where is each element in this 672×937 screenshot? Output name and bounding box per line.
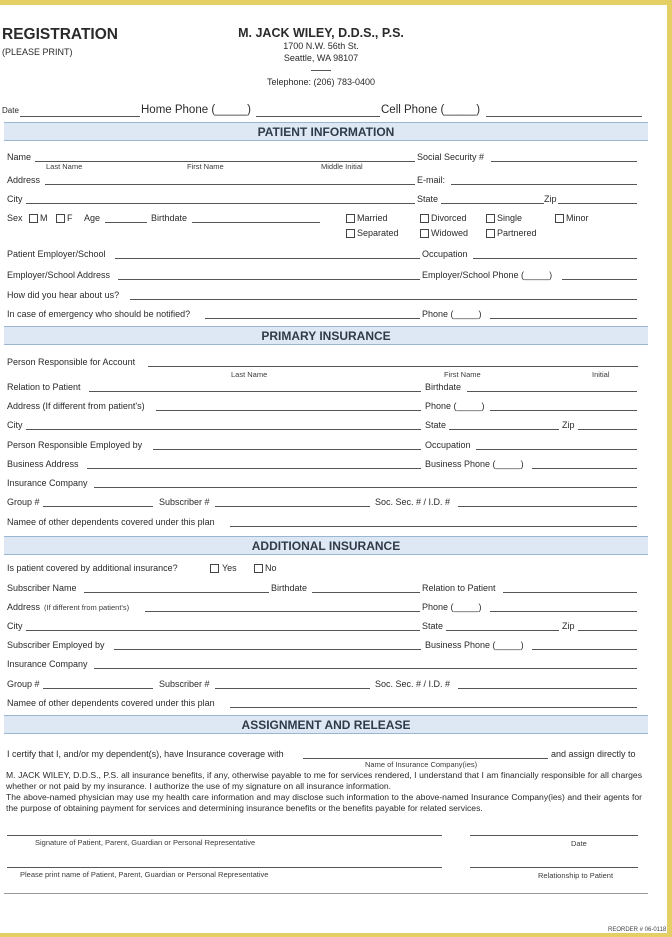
dependents-field[interactable] [230, 526, 637, 527]
primary-phone-label: Phone (_____) [425, 401, 485, 411]
relation-field[interactable] [89, 391, 421, 392]
covered-yes-checkbox[interactable] [210, 564, 219, 573]
page-edge-right [667, 0, 672, 937]
additional-business-phone-label: Business Phone (_____) [425, 640, 524, 650]
widowed-checkbox[interactable] [420, 229, 429, 238]
zip-field[interactable] [558, 203, 637, 204]
reorder-number: REORDER # 06-0118 [608, 927, 667, 933]
doctor-address-line2: Seattle, WA 98107 [283, 53, 359, 63]
additional-group-field[interactable] [43, 688, 153, 689]
email-field[interactable] [451, 184, 637, 185]
group-label: Group # [7, 497, 40, 507]
page-edge-bottom [0, 933, 672, 937]
assignment-paragraph [6, 770, 642, 814]
additional-group-label: Group # [7, 679, 40, 689]
address-label: Address [7, 175, 41, 185]
covered-label: Is patient covered by additional insurance? [7, 563, 178, 573]
single-checkbox[interactable] [486, 214, 495, 223]
insurance-company-label: Insurance Company [7, 478, 88, 488]
middle-initial-caption: Middle Initial [321, 162, 363, 171]
state-field[interactable] [441, 203, 544, 204]
partnered-label: Partnered [497, 228, 537, 238]
divorced-checkbox[interactable] [420, 214, 429, 223]
additional-company-field[interactable] [94, 668, 637, 669]
responsible-field[interactable] [148, 366, 638, 367]
additional-address-label: Address [7, 602, 41, 612]
doctor-address-line1: 1700 N.W. 56th St. [283, 41, 359, 51]
additional-city-label: City [7, 621, 23, 631]
additional-relation-label: Relation to Patient [422, 583, 496, 593]
employer-address-label: Employer/School Address [7, 270, 111, 280]
sex-f-checkbox[interactable] [56, 214, 65, 223]
relationship-field[interactable] [470, 867, 638, 868]
additional-soc-sec-field[interactable] [458, 688, 637, 689]
additional-city-field[interactable] [26, 630, 420, 631]
additional-birthdate-field[interactable] [312, 592, 420, 593]
first-name-caption: First Name [187, 162, 224, 171]
primary-zip-field[interactable] [578, 429, 637, 430]
additional-relation-field[interactable] [503, 592, 637, 593]
zip-label: Zip [544, 194, 557, 204]
covered-yes-label: Yes [222, 563, 237, 573]
additional-phone-label: Phone (_____) [422, 602, 482, 612]
primary-insurance-heading: PRIMARY INSURANCE [261, 329, 391, 343]
patient-information-heading: PATIENT INFORMATION [257, 125, 395, 139]
additional-dependents-field[interactable] [230, 707, 637, 708]
emergency-phone-field[interactable] [490, 318, 637, 319]
responsible-first-name-caption: First Name [444, 370, 481, 379]
divorced-label: Divorced [431, 213, 467, 223]
primary-state-field[interactable] [449, 429, 559, 430]
soc-sec-label: Soc. Sec. # / I.D. # [375, 497, 451, 507]
responsible-last-name-caption: Last Name [231, 370, 268, 379]
primary-city-field[interactable] [26, 429, 421, 430]
form-subtitle: (PLEASE PRINT) [2, 47, 73, 57]
additional-state-field[interactable] [446, 630, 559, 631]
covered-no-label: No [265, 563, 277, 573]
primary-insurance-header [4, 326, 648, 345]
additional-address-note: (If different from patient's) [44, 603, 130, 612]
ssn-label: Social Security # [417, 152, 485, 162]
employed-by-field[interactable] [153, 449, 421, 450]
print-name-caption: Please print name of Patient, Parent, Guardian or Personal Representative [20, 870, 269, 879]
assignment-paragraph-2: The above-named physician may use my health care information and may disclose such information to the above-named Insurance Company(ies) and their agents for the purpose of obtaining payment for services and determining insurance benefits or the benefits payable for related services. [6, 792, 642, 813]
primary-city-label: City [7, 420, 23, 430]
relation-label: Relation to Patient [7, 382, 81, 392]
widowed-label: Widowed [431, 228, 469, 238]
subscriber-employed-field[interactable] [114, 649, 421, 650]
occupation-label: Occupation [422, 249, 468, 259]
certify-text: I certify that I, and/or my dependent(s), have Insurance coverage with [7, 749, 284, 759]
subscriber-name-label: Subscriber Name [7, 583, 77, 593]
ssn-field[interactable] [491, 161, 637, 162]
last-name-caption: Last Name [46, 162, 83, 171]
business-address-field[interactable] [87, 468, 421, 469]
additional-zip-label: Zip [562, 621, 575, 631]
home-phone-field[interactable] [256, 116, 380, 117]
form-title: REGISTRATION [2, 26, 118, 43]
doctor-telephone: Telephone: (206) 783-0400 [266, 77, 376, 87]
emergency-field[interactable] [205, 318, 420, 319]
employer-field[interactable] [115, 258, 420, 259]
insurance-company-names-field[interactable] [303, 758, 548, 759]
additional-state-label: State [422, 621, 444, 631]
date-field[interactable] [20, 116, 140, 117]
signature-field[interactable] [7, 835, 442, 836]
home-phone-label: Home Phone (_____) [141, 104, 251, 116]
assignment-release-header [4, 715, 648, 734]
assignment-paragraph-1: M. JACK WILEY, D.D.S., P.S. all insurance benefits, if any, otherwise payable to me for services rendered, I understand that I am financially responsible for all charges whether or not paid by my insurance. I authorize the use of my signature on all insurance information. [6, 770, 642, 791]
insurance-company-field[interactable] [94, 487, 637, 488]
date-signed-caption: Date [571, 839, 587, 848]
minor-label: Minor [566, 213, 589, 223]
emergency-label: In case of emergency who should be notified? [7, 309, 191, 319]
primary-state-label: State [425, 420, 447, 430]
birthdate-field[interactable] [192, 222, 320, 223]
occupation-field[interactable] [473, 258, 637, 259]
doctor-name: M. JACK WILEY, D.D.S., P.S. [238, 26, 404, 40]
additional-zip-field[interactable] [578, 630, 637, 631]
additional-birthdate-label: Birthdate [271, 583, 308, 593]
married-label: Married [357, 213, 388, 223]
emergency-phone-label: Phone (_____) [422, 309, 482, 319]
age-field[interactable] [105, 222, 147, 223]
signature-caption: Signature of Patient, Parent, Guardian or Personal Representative [35, 838, 256, 847]
sex-label: Sex [7, 213, 23, 223]
heard-field[interactable] [130, 299, 637, 300]
address-field[interactable] [45, 184, 415, 185]
sex-m-checkbox[interactable] [29, 214, 38, 223]
employed-by-label: Person Responsible Employed by [7, 440, 143, 450]
dependents-label: Namee of other dependents covered under this plan [7, 517, 215, 527]
date-label: Date [2, 106, 19, 115]
primary-zip-label: Zip [562, 420, 575, 430]
primary-birthdate-field[interactable] [467, 391, 637, 392]
responsible-initial-caption: Initial [592, 370, 610, 379]
company-caption: Name of Insurance Company(ies) [365, 760, 478, 769]
print-name-field[interactable] [7, 867, 442, 868]
patient-information-header [4, 122, 648, 141]
sex-f-label: F [67, 213, 73, 223]
additional-subscriber-field[interactable] [215, 688, 370, 689]
bottom-rule [4, 893, 648, 894]
subscriber-label: Subscriber # [159, 497, 210, 507]
additional-address-field[interactable] [145, 611, 420, 612]
sex-m-label: M [40, 213, 48, 223]
primary-phone-field[interactable] [490, 410, 637, 411]
partnered-checkbox[interactable] [486, 229, 495, 238]
group-field[interactable] [43, 506, 153, 507]
email-label: E-mail: [417, 175, 446, 185]
primary-address-field[interactable] [156, 410, 421, 411]
subscriber-employed-label: Subscriber Employed by [7, 640, 105, 650]
city-field[interactable] [26, 203, 415, 204]
state-label: State [417, 194, 439, 204]
subscriber-name-field[interactable] [84, 592, 269, 593]
assign-text: and assign directly to [551, 749, 636, 759]
date-signed-field[interactable] [470, 835, 638, 836]
covered-no-checkbox[interactable] [254, 564, 263, 573]
name-label: Name [7, 152, 32, 162]
additional-dependents-label: Namee of other dependents covered under this plan [7, 698, 215, 708]
additional-business-phone-field[interactable] [532, 649, 637, 650]
relationship-caption: Relationship to Patient [538, 871, 614, 880]
minor-checkbox[interactable] [555, 214, 564, 223]
city-label: City [7, 194, 23, 204]
single-label: Single [497, 213, 523, 223]
birthdate-label: Birthdate [151, 213, 188, 223]
employer-phone-field[interactable] [562, 279, 637, 280]
business-address-label: Business Address [7, 459, 79, 469]
page-edge-top [0, 0, 672, 5]
business-phone-field[interactable] [532, 468, 637, 469]
employer-address-field[interactable] [118, 279, 420, 280]
additional-subscriber-label: Subscriber # [159, 679, 210, 689]
additional-company-label: Insurance Company [7, 659, 88, 669]
header-divider [311, 70, 331, 71]
subscriber-field[interactable] [215, 506, 370, 507]
separated-label: Separated [357, 228, 399, 238]
age-label: Age [84, 213, 101, 223]
married-checkbox[interactable] [346, 214, 355, 223]
responsible-label: Person Responsible for Account [7, 357, 136, 367]
soc-sec-field[interactable] [458, 506, 637, 507]
cell-phone-field[interactable] [486, 116, 642, 117]
primary-occupation-label: Occupation [425, 440, 471, 450]
employer-phone-label: Employer/School Phone (_____) [422, 270, 553, 280]
primary-birthdate-label: Birthdate [425, 382, 462, 392]
business-phone-label: Business Phone (_____) [425, 459, 524, 469]
separated-checkbox[interactable] [346, 229, 355, 238]
additional-insurance-heading: ADDITIONAL INSURANCE [251, 539, 401, 553]
additional-soc-sec-label: Soc. Sec. # / I.D. # [375, 679, 451, 689]
primary-occupation-field[interactable] [476, 449, 637, 450]
primary-address-label: Address (If different from patient's) [7, 401, 145, 411]
heard-label: How did you hear about us? [7, 290, 120, 300]
cell-phone-label: Cell Phone (_____) [381, 104, 481, 116]
additional-insurance-header [4, 536, 648, 555]
employer-label: Patient Employer/School [7, 249, 106, 259]
assignment-release-heading: ASSIGNMENT AND RELEASE [241, 718, 411, 732]
additional-phone-field[interactable] [490, 611, 637, 612]
